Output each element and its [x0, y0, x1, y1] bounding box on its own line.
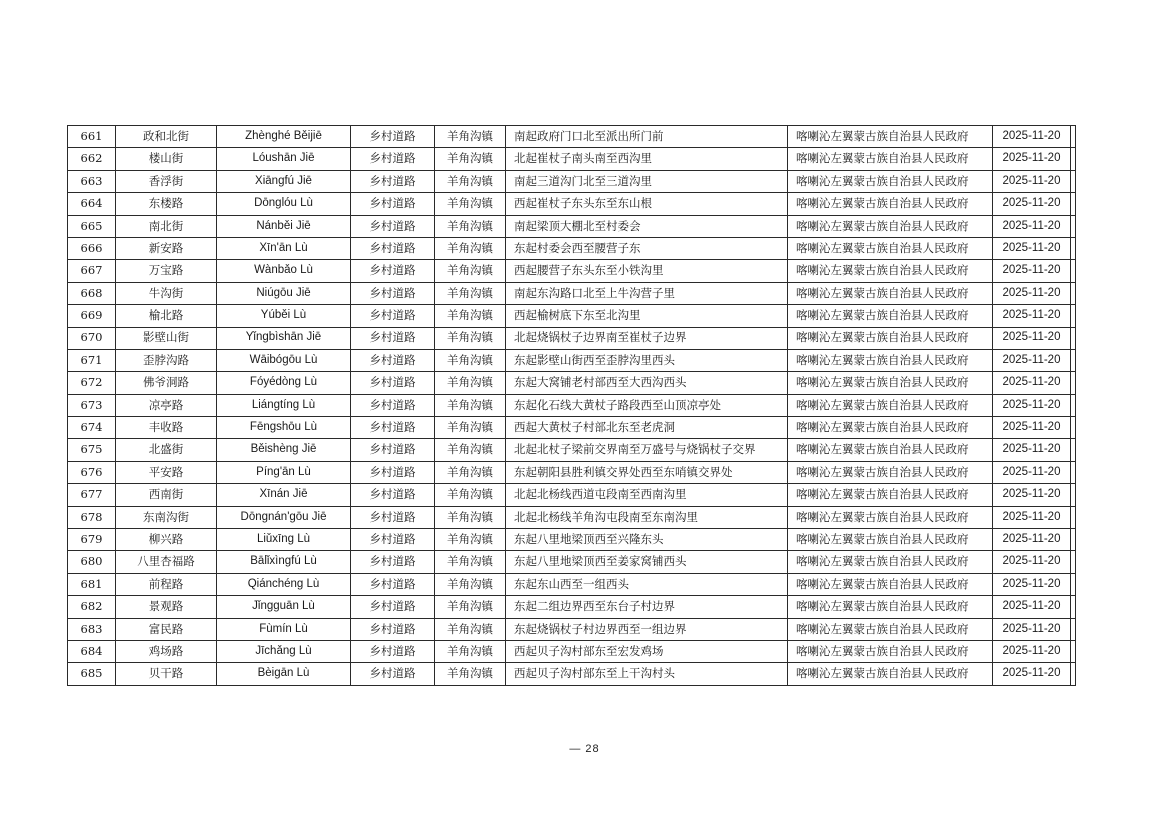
approval-date-cell: 2025-11-20	[993, 148, 1071, 170]
remarks-cell	[1071, 663, 1076, 685]
road-name-cell: 八里杏福路	[116, 551, 217, 573]
road-name-table	[67, 125, 1076, 686]
road-extent-cell: 东起影壁山街西至歪脖沟里西头	[506, 349, 788, 371]
approving-authority-cell: 喀喇沁左翼蒙古族自治县人民政府	[788, 193, 993, 215]
row-number-cell: 672	[68, 372, 116, 394]
approving-authority-cell: 喀喇沁左翼蒙古族自治县人民政府	[788, 148, 993, 170]
township-cell: 羊角沟镇	[435, 529, 506, 551]
road-name-cell: 东南沟街	[116, 506, 217, 528]
township-cell: 羊角沟镇	[435, 461, 506, 483]
road-extent-cell: 南起政府门口北至派出所门前	[506, 126, 788, 148]
road-pinyin-cell: Bālǐxìngfú Lù	[217, 551, 351, 573]
road-pinyin-cell: Dōnglóu Lù	[217, 193, 351, 215]
approval-date-cell: 2025-11-20	[993, 215, 1071, 237]
road-pinyin-cell: Xīn'ān Lù	[217, 237, 351, 259]
remarks-cell	[1071, 282, 1076, 304]
road-pinyin-cell: Wànbǎo Lù	[217, 260, 351, 282]
road-extent-cell: 北起烧锅杖子边界南至崔杖子边界	[506, 327, 788, 349]
road-extent-cell: 南起三道沟门北至三道沟里	[506, 170, 788, 192]
row-number-cell: 682	[68, 596, 116, 618]
road-extent-cell: 东起东山西至一组西头	[506, 573, 788, 595]
table-row	[68, 439, 1076, 461]
road-pinyin-cell: Lóushān Jiē	[217, 148, 351, 170]
row-number-cell: 666	[68, 237, 116, 259]
township-cell: 羊角沟镇	[435, 193, 506, 215]
road-type-cell: 乡村道路	[351, 126, 435, 148]
road-extent-cell: 东起化石线大黄杖子路段西至山顶凉亭处	[506, 394, 788, 416]
approval-date-cell: 2025-11-20	[993, 506, 1071, 528]
road-extent-cell: 北起北杨线西道屯段南至西南沟里	[506, 484, 788, 506]
row-number-cell: 668	[68, 282, 116, 304]
road-name-cell: 景观路	[116, 596, 217, 618]
table-row	[68, 461, 1076, 483]
table-row	[68, 349, 1076, 371]
township-cell: 羊角沟镇	[435, 148, 506, 170]
road-name-cell: 鸡场路	[116, 640, 217, 662]
road-type-cell: 乡村道路	[351, 551, 435, 573]
row-number-cell: 667	[68, 260, 116, 282]
row-number-cell: 665	[68, 215, 116, 237]
road-type-cell: 乡村道路	[351, 529, 435, 551]
road-pinyin-cell: Bèigān Lù	[217, 663, 351, 685]
road-type-cell: 乡村道路	[351, 663, 435, 685]
row-number-cell: 677	[68, 484, 116, 506]
table-row	[68, 148, 1076, 170]
road-name-cell: 平安路	[116, 461, 217, 483]
road-pinyin-cell: Píng'ān Lù	[217, 461, 351, 483]
township-cell: 羊角沟镇	[435, 282, 506, 304]
road-extent-cell: 西起腰营子东头东至小铁沟里	[506, 260, 788, 282]
township-cell: 羊角沟镇	[435, 640, 506, 662]
table-row	[68, 193, 1076, 215]
approval-date-cell: 2025-11-20	[993, 663, 1071, 685]
road-pinyin-cell: Běishèng Jiē	[217, 439, 351, 461]
approving-authority-cell: 喀喇沁左翼蒙古族自治县人民政府	[788, 484, 993, 506]
road-extent-cell: 东起八里地梁顶西至兴隆东头	[506, 529, 788, 551]
approval-date-cell: 2025-11-20	[993, 417, 1071, 439]
row-number-cell: 663	[68, 170, 116, 192]
road-pinyin-cell: Liángtíng Lù	[217, 394, 351, 416]
road-extent-cell: 东起二组边界西至东台子村边界	[506, 596, 788, 618]
road-pinyin-cell: Xiāngfú Jiē	[217, 170, 351, 192]
row-number-cell: 670	[68, 327, 116, 349]
township-cell: 羊角沟镇	[435, 305, 506, 327]
road-name-cell: 牛沟街	[116, 282, 217, 304]
approving-authority-cell: 喀喇沁左翼蒙古族自治县人民政府	[788, 349, 993, 371]
table-row	[68, 215, 1076, 237]
road-pinyin-cell: Qiánchéng Lù	[217, 573, 351, 595]
road-name-cell: 丰收路	[116, 417, 217, 439]
remarks-cell	[1071, 439, 1076, 461]
road-type-cell: 乡村道路	[351, 506, 435, 528]
road-name-cell: 富民路	[116, 618, 217, 640]
table-row	[68, 126, 1076, 148]
road-type-cell: 乡村道路	[351, 349, 435, 371]
road-type-cell: 乡村道路	[351, 305, 435, 327]
approval-date-cell: 2025-11-20	[993, 461, 1071, 483]
road-pinyin-cell: Dōngnán'gōu Jiē	[217, 506, 351, 528]
approving-authority-cell: 喀喇沁左翼蒙古族自治县人民政府	[788, 551, 993, 573]
road-type-cell: 乡村道路	[351, 596, 435, 618]
table-row	[68, 237, 1076, 259]
road-type-cell: 乡村道路	[351, 282, 435, 304]
approving-authority-cell: 喀喇沁左翼蒙古族自治县人民政府	[788, 439, 993, 461]
approving-authority-cell: 喀喇沁左翼蒙古族自治县人民政府	[788, 506, 993, 528]
remarks-cell	[1071, 349, 1076, 371]
approving-authority-cell: 喀喇沁左翼蒙古族自治县人民政府	[788, 461, 993, 483]
township-cell: 羊角沟镇	[435, 372, 506, 394]
road-name-cell: 政和北街	[116, 126, 217, 148]
table-row	[68, 640, 1076, 662]
road-pinyin-cell: Niúgōu Jiē	[217, 282, 351, 304]
road-extent-cell: 东起烧锅杖子村边界西至一组边界	[506, 618, 788, 640]
road-type-cell: 乡村道路	[351, 417, 435, 439]
township-cell: 羊角沟镇	[435, 484, 506, 506]
road-pinyin-cell: Fùmín Lù	[217, 618, 351, 640]
table-row	[68, 260, 1076, 282]
approving-authority-cell: 喀喇沁左翼蒙古族自治县人民政府	[788, 640, 993, 662]
approving-authority-cell: 喀喇沁左翼蒙古族自治县人民政府	[788, 282, 993, 304]
road-pinyin-cell: Fēngshōu Lù	[217, 417, 351, 439]
approval-date-cell: 2025-11-20	[993, 260, 1071, 282]
approving-authority-cell: 喀喇沁左翼蒙古族自治县人民政府	[788, 618, 993, 640]
remarks-cell	[1071, 618, 1076, 640]
approval-date-cell: 2025-11-20	[993, 282, 1071, 304]
approving-authority-cell: 喀喇沁左翼蒙古族自治县人民政府	[788, 573, 993, 595]
approving-authority-cell: 喀喇沁左翼蒙古族自治县人民政府	[788, 529, 993, 551]
road-name-cell: 凉亭路	[116, 394, 217, 416]
road-extent-cell: 北起北杖子梁前交界南至万盛号与烧锅杖子交界	[506, 439, 788, 461]
road-type-cell: 乡村道路	[351, 193, 435, 215]
row-number-cell: 684	[68, 640, 116, 662]
road-type-cell: 乡村道路	[351, 573, 435, 595]
approval-date-cell: 2025-11-20	[993, 596, 1071, 618]
road-name-cell: 楼山街	[116, 148, 217, 170]
approval-date-cell: 2025-11-20	[993, 640, 1071, 662]
road-pinyin-cell: Zhènghé Běijiē	[217, 126, 351, 148]
remarks-cell	[1071, 193, 1076, 215]
table-row	[68, 596, 1076, 618]
remarks-cell	[1071, 372, 1076, 394]
approval-date-cell: 2025-11-20	[993, 573, 1071, 595]
road-type-cell: 乡村道路	[351, 260, 435, 282]
road-pinyin-cell: Yúběi Lù	[217, 305, 351, 327]
road-pinyin-cell: Nánběi Jiē	[217, 215, 351, 237]
township-cell: 羊角沟镇	[435, 126, 506, 148]
row-number-cell: 681	[68, 573, 116, 595]
road-name-cell: 佛爷洞路	[116, 372, 217, 394]
row-number-cell: 678	[68, 506, 116, 528]
row-number-cell: 680	[68, 551, 116, 573]
road-name-cell: 香浮街	[116, 170, 217, 192]
approval-date-cell: 2025-11-20	[993, 327, 1071, 349]
road-extent-cell: 北起北杨线羊角沟屯段南至东南沟里	[506, 506, 788, 528]
remarks-cell	[1071, 640, 1076, 662]
approving-authority-cell: 喀喇沁左翼蒙古族自治县人民政府	[788, 215, 993, 237]
row-number-cell: 664	[68, 193, 116, 215]
approval-date-cell: 2025-11-20	[993, 237, 1071, 259]
road-type-cell: 乡村道路	[351, 372, 435, 394]
row-number-cell: 683	[68, 618, 116, 640]
road-extent-cell: 北起崔杖子南头南至西沟里	[506, 148, 788, 170]
road-type-cell: 乡村道路	[351, 439, 435, 461]
remarks-cell	[1071, 506, 1076, 528]
road-name-cell: 前程路	[116, 573, 217, 595]
table-row	[68, 327, 1076, 349]
approval-date-cell: 2025-11-20	[993, 193, 1071, 215]
remarks-cell	[1071, 529, 1076, 551]
road-type-cell: 乡村道路	[351, 327, 435, 349]
road-pinyin-cell: Wāibógōu Lù	[217, 349, 351, 371]
table-row	[68, 282, 1076, 304]
township-cell: 羊角沟镇	[435, 663, 506, 685]
table-row	[68, 618, 1076, 640]
road-name-cell: 贝干路	[116, 663, 217, 685]
road-name-cell: 万宝路	[116, 260, 217, 282]
approving-authority-cell: 喀喇沁左翼蒙古族自治县人民政府	[788, 663, 993, 685]
road-pinyin-cell: Liǔxīng Lù	[217, 529, 351, 551]
approval-date-cell: 2025-11-20	[993, 529, 1071, 551]
road-name-cell: 榆北路	[116, 305, 217, 327]
page-number: — 28	[569, 743, 600, 755]
road-extent-cell: 东起朝阳县胜利镇交界处西至东哨镇交界处	[506, 461, 788, 483]
road-name-cell: 歪脖沟路	[116, 349, 217, 371]
approval-date-cell: 2025-11-20	[993, 484, 1071, 506]
road-extent-cell: 西起榆树底下东至北沟里	[506, 305, 788, 327]
road-name-cell: 影壁山街	[116, 327, 217, 349]
approving-authority-cell: 喀喇沁左翼蒙古族自治县人民政府	[788, 305, 993, 327]
road-type-cell: 乡村道路	[351, 618, 435, 640]
approving-authority-cell: 喀喇沁左翼蒙古族自治县人民政府	[788, 596, 993, 618]
approval-date-cell: 2025-11-20	[993, 618, 1071, 640]
remarks-cell	[1071, 215, 1076, 237]
approving-authority-cell: 喀喇沁左翼蒙古族自治县人民政府	[788, 372, 993, 394]
remarks-cell	[1071, 596, 1076, 618]
approving-authority-cell: 喀喇沁左翼蒙古族自治县人民政府	[788, 126, 993, 148]
approving-authority-cell: 喀喇沁左翼蒙古族自治县人民政府	[788, 417, 993, 439]
township-cell: 羊角沟镇	[435, 215, 506, 237]
township-cell: 羊角沟镇	[435, 394, 506, 416]
township-cell: 羊角沟镇	[435, 596, 506, 618]
road-extent-cell: 西起崔杖子东头东至东山根	[506, 193, 788, 215]
approving-authority-cell: 喀喇沁左翼蒙古族自治县人民政府	[788, 170, 993, 192]
table-row	[68, 551, 1076, 573]
row-number-cell: 679	[68, 529, 116, 551]
township-cell: 羊角沟镇	[435, 417, 506, 439]
township-cell: 羊角沟镇	[435, 260, 506, 282]
road-extent-cell: 东起大窝铺老村部西至大西沟西头	[506, 372, 788, 394]
table-row	[68, 372, 1076, 394]
approving-authority-cell: 喀喇沁左翼蒙古族自治县人民政府	[788, 327, 993, 349]
table-row	[68, 305, 1076, 327]
road-pinyin-cell: Yǐngbìshān Jiē	[217, 327, 351, 349]
road-name-cell: 柳兴路	[116, 529, 217, 551]
road-extent-cell: 西起贝子沟村部东至宏发鸡场	[506, 640, 788, 662]
road-pinyin-cell: Jǐngguān Lù	[217, 596, 351, 618]
remarks-cell	[1071, 327, 1076, 349]
remarks-cell	[1071, 305, 1076, 327]
township-cell: 羊角沟镇	[435, 573, 506, 595]
row-number-cell: 685	[68, 663, 116, 685]
township-cell: 羊角沟镇	[435, 551, 506, 573]
row-number-cell: 673	[68, 394, 116, 416]
table-row	[68, 573, 1076, 595]
township-cell: 羊角沟镇	[435, 170, 506, 192]
table-row	[68, 484, 1076, 506]
remarks-cell	[1071, 551, 1076, 573]
approving-authority-cell: 喀喇沁左翼蒙古族自治县人民政府	[788, 237, 993, 259]
table-row	[68, 529, 1076, 551]
road-pinyin-cell: Jīchǎng Lù	[217, 640, 351, 662]
road-type-cell: 乡村道路	[351, 215, 435, 237]
remarks-cell	[1071, 484, 1076, 506]
road-type-cell: 乡村道路	[351, 484, 435, 506]
approval-date-cell: 2025-11-20	[993, 349, 1071, 371]
row-number-cell: 669	[68, 305, 116, 327]
road-name-cell: 南北街	[116, 215, 217, 237]
remarks-cell	[1071, 394, 1076, 416]
township-cell: 羊角沟镇	[435, 506, 506, 528]
road-type-cell: 乡村道路	[351, 640, 435, 662]
table-row	[68, 417, 1076, 439]
approval-date-cell: 2025-11-20	[993, 551, 1071, 573]
road-extent-cell: 西起大黄杖子村部北东至老虎洞	[506, 417, 788, 439]
row-number-cell: 662	[68, 148, 116, 170]
approval-date-cell: 2025-11-20	[993, 170, 1071, 192]
road-pinyin-cell: Fóyédòng Lù	[217, 372, 351, 394]
road-type-cell: 乡村道路	[351, 461, 435, 483]
road-type-cell: 乡村道路	[351, 170, 435, 192]
remarks-cell	[1071, 573, 1076, 595]
road-extent-cell: 东起八里地梁顶西至姜家窝铺西头	[506, 551, 788, 573]
remarks-cell	[1071, 170, 1076, 192]
approval-date-cell: 2025-11-20	[993, 126, 1071, 148]
road-name-cell: 西南街	[116, 484, 217, 506]
road-name-cell: 新安路	[116, 237, 217, 259]
row-number-cell: 671	[68, 349, 116, 371]
road-extent-cell: 南起梁顶大棚北至村委会	[506, 215, 788, 237]
road-extent-cell: 东起村委会西至腰营子东	[506, 237, 788, 259]
approving-authority-cell: 喀喇沁左翼蒙古族自治县人民政府	[788, 394, 993, 416]
township-cell: 羊角沟镇	[435, 439, 506, 461]
approval-date-cell: 2025-11-20	[993, 372, 1071, 394]
remarks-cell	[1071, 237, 1076, 259]
remarks-cell	[1071, 126, 1076, 148]
table-row	[68, 506, 1076, 528]
remarks-cell	[1071, 260, 1076, 282]
road-type-cell: 乡村道路	[351, 394, 435, 416]
township-cell: 羊角沟镇	[435, 349, 506, 371]
road-type-cell: 乡村道路	[351, 148, 435, 170]
remarks-cell	[1071, 461, 1076, 483]
row-number-cell: 661	[68, 126, 116, 148]
road-name-cell: 东楼路	[116, 193, 217, 215]
table-body	[68, 126, 1076, 686]
road-type-cell: 乡村道路	[351, 237, 435, 259]
table-row	[68, 663, 1076, 685]
row-number-cell: 676	[68, 461, 116, 483]
remarks-cell	[1071, 148, 1076, 170]
table-row	[68, 170, 1076, 192]
table-row	[68, 394, 1076, 416]
road-extent-cell: 南起东沟路口北至上牛沟营子里	[506, 282, 788, 304]
township-cell: 羊角沟镇	[435, 327, 506, 349]
approval-date-cell: 2025-11-20	[993, 305, 1071, 327]
row-number-cell: 674	[68, 417, 116, 439]
approving-authority-cell: 喀喇沁左翼蒙古族自治县人民政府	[788, 260, 993, 282]
row-number-cell: 675	[68, 439, 116, 461]
remarks-cell	[1071, 417, 1076, 439]
road-extent-cell: 西起贝子沟村部东至上干沟村头	[506, 663, 788, 685]
township-cell: 羊角沟镇	[435, 618, 506, 640]
road-name-cell: 北盛街	[116, 439, 217, 461]
approval-date-cell: 2025-11-20	[993, 394, 1071, 416]
township-cell: 羊角沟镇	[435, 237, 506, 259]
road-pinyin-cell: Xīnán Jiē	[217, 484, 351, 506]
approval-date-cell: 2025-11-20	[993, 439, 1071, 461]
